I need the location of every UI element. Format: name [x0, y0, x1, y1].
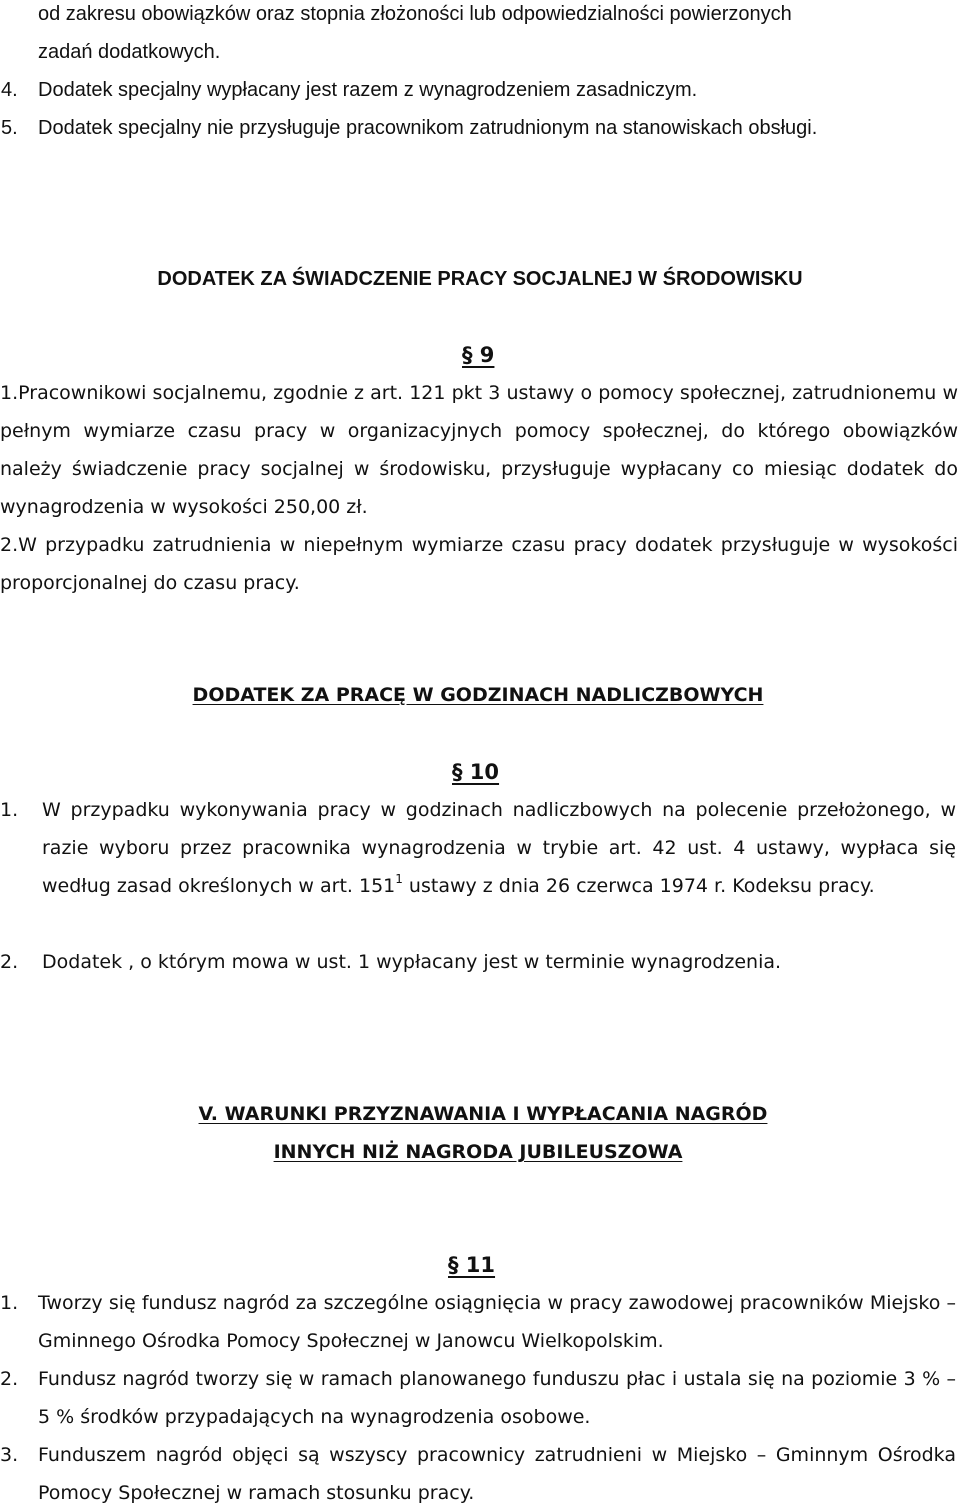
awards-point-3-number: 3.: [0, 1444, 19, 1466]
awards-point-1-number: 1.: [0, 1292, 19, 1314]
overtime-point-2-number: 2.: [0, 951, 19, 973]
overtime-point-1-text: [42, 791, 956, 905]
overtime-point-1-text-b: ustawy z dnia 26 czerwca 1974 r. Kodeksu pracy.: [402, 875, 875, 897]
overtime-point-1-superscript: 1: [395, 872, 403, 886]
item-4-text: Dodatek specjalny wypłacany jest razem z wynagrodzeniem zasadniczym.: [38, 79, 698, 101]
social-work-point-1: 1.Pracownikowi socjalnemu, zgodnie z art. 121 pkt 3 ustawy o pomocy społecznej, zatrudnionemu w pełnym wymiarze czasu pracy w organizacyjnych pomocy społecznej, do którego obowiązków należy świadczenie pracy socjalnej w środowisku, przysługuje wypłacany co miesiąc dodatek do wynagrodzenia w wysokości 250,00 zł.: [0, 382, 958, 518]
awards-point-1-text: Tworzy się fundusz nagród za szczególne osiągnięcia w pracy zawodowej pracowników Miejsko – Gminnego Ośrodka Pomocy Społecznej w Janowcu Wielkopolskim.: [38, 1292, 956, 1352]
paragraph-11-mark: § 11: [448, 1253, 496, 1277]
overtime-point-1-text-a: W przypadku wykonywania pracy w godzinach nadliczbowych na polecenie przełożonego, w razie wyboru przez pracownika wynagrodzenia w trybie art. 42 ust. 4 ustawy, wypłaca się według zasad określonych w art. 151: [42, 799, 956, 897]
item-5-text: Dodatek specjalny nie przysługuje pracownikom zatrudnionym na stanowiskach obsługi.: [38, 117, 818, 139]
social-work-point-2: 2.W przypadku zatrudnienia w niepełnym wymiarze czasu pracy dodatek przysługuje w wysokości proporcjonalnej do czasu pracy.: [0, 534, 958, 594]
overtime-point-2-text: Dodatek , o którym mowa w ust. 1 wypłacany jest w terminie wynagrodzenia.: [42, 951, 782, 973]
paragraph-9-mark: § 9: [462, 343, 495, 367]
awards-heading-line-2: INNYCH NIŻ NAGRODA JUBILEUSZOWA: [273, 1141, 683, 1163]
awards-point-2-number: 2.: [0, 1368, 19, 1390]
overtime-point-1-number: 1.: [0, 799, 19, 821]
overtime-heading: DODATEK ZA PRACĘ W GODZINACH NADLICZBOWYCH: [192, 684, 764, 706]
awards-heading-line-1: V. WARUNKI PRZYZNAWANIA I WYPŁACANIA NAGRÓD: [198, 1103, 768, 1125]
item-5-number: 5.: [1, 117, 18, 139]
intro-line-1: od zakresu obowiązków oraz stopnia złożoności lub odpowiedzialności powierzonych: [38, 3, 792, 25]
awards-point-2-text: Fundusz nagród tworzy się w ramach planowanego funduszu płac i ustala się na poziomie 3 % – 5 % środków przypadających na wynagrodzenia osobowe.: [38, 1368, 956, 1428]
awards-point-3-text: Funduszem nagród objęci są wszyscy pracownicy zatrudnieni w Miejsko – Gminnym Ośrodka Pomocy Społecznej w ramach stosunku pracy.: [38, 1444, 956, 1504]
paragraph-10-mark: § 10: [452, 760, 500, 784]
intro-line-2: zadań dodatkowych.: [38, 41, 221, 63]
item-4-number: 4.: [1, 79, 18, 101]
social-work-heading: DODATEK ZA ŚWIADCZENIE PRACY SOCJALNEJ W ŚRODOWISKU: [157, 268, 803, 290]
